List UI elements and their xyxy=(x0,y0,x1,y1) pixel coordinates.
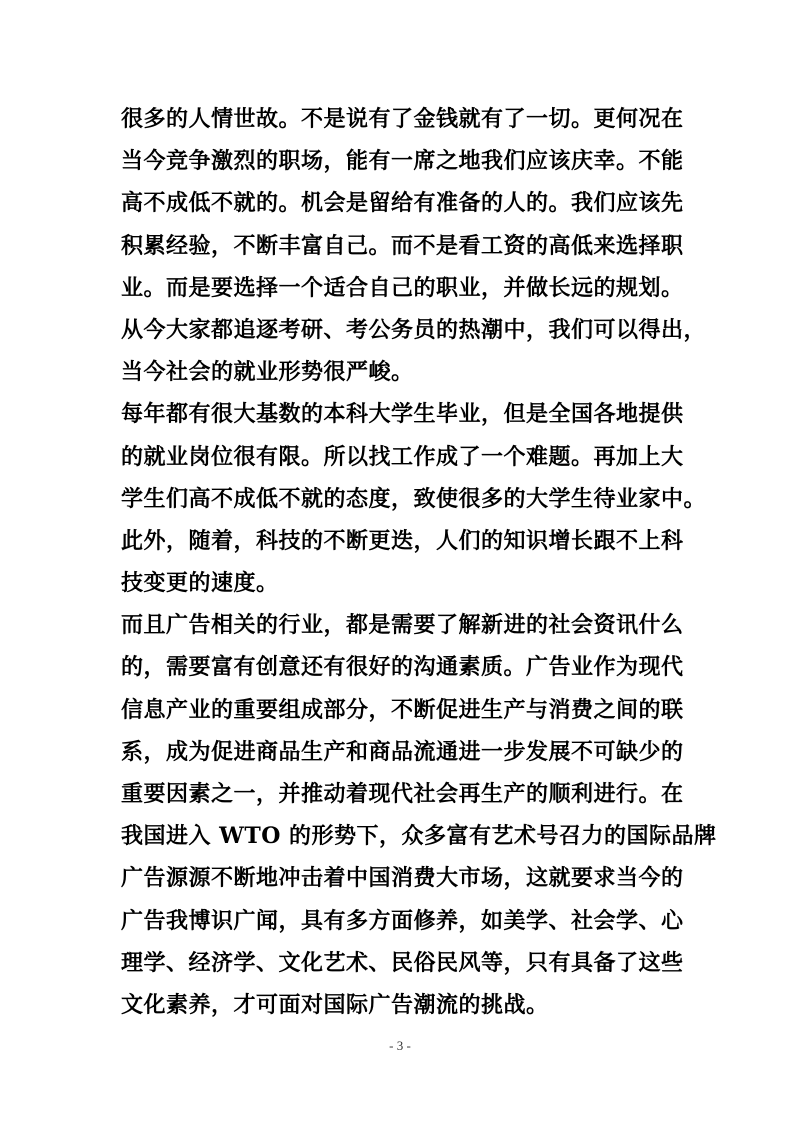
text-line: 当今社会的就业形势很严峻。 xyxy=(121,359,414,386)
body-text xyxy=(121,98,717,1026)
text-line: 业。而是要选择一个适合自己的职业，并做长远的规划。 xyxy=(121,274,684,301)
text-line: 积累经验，不断丰富自己。而不是看工资的高低来选择职 xyxy=(121,232,684,259)
text-line: 很多的人情世故。不是说有了金钱就有了一切。更何况在 xyxy=(121,106,684,132)
text-line: 高不成低不就的。机会是留给有准备的人的。我们应该先 xyxy=(121,190,684,217)
text-line: 我国进入 WTO 的形势下，众多富有艺术号召力的国际品牌 xyxy=(121,823,717,850)
text-line: 文化素养，才可面对国际广告潮流的挑战。 xyxy=(121,991,549,1018)
text-line: 此外，随着，科技的不断更迭，人们的知识增长跟不上科 xyxy=(121,527,684,554)
text-line: 而且广告相关的行业，都是需要了解新进的社会资讯什么 xyxy=(121,612,684,639)
text-line: 的，需要富有创意还有很好的沟通素质。广告业作为现代 xyxy=(121,654,684,681)
page-number: - 3 - xyxy=(389,1038,411,1053)
text-line: 当今竞争激烈的职场，能有一席之地我们应该庆幸。不能 xyxy=(121,148,684,175)
text-line: 系，成为促进商品生产和商品流通进一步发展不可缺少的 xyxy=(121,738,684,765)
text-line: 从今大家都追逐考研、考公务员的热潮中，我们可以得出， xyxy=(121,316,707,343)
text-line: 每年都有很大基数的本科大学生毕业，但是全国各地提供 xyxy=(121,401,684,428)
text-line: 理学、经济学、文化艺术、民俗民风等，只有具备了这些 xyxy=(121,949,684,976)
text-line: 重要因素之一，并推动着现代社会再生产的顺利进行。在 xyxy=(121,781,684,807)
text-line: 的就业岗位很有限。所以找工作成了一个难题。再加上大 xyxy=(121,443,684,470)
text-line: 信息产业的重要组成部分，不断促进生产与消费之间的联 xyxy=(121,696,684,723)
text-line: 学生们高不成低不就的态度，致使很多的大学生待业家中。 xyxy=(121,485,707,512)
text-line: 技变更的速度。 xyxy=(121,570,279,597)
text-line: 广告我博识广闻，具有多方面修养，如美学、社会学、心 xyxy=(121,907,684,934)
text-line: 广告源源不断地冲击着中国消费大市场，这就要求当今的 xyxy=(121,865,684,892)
